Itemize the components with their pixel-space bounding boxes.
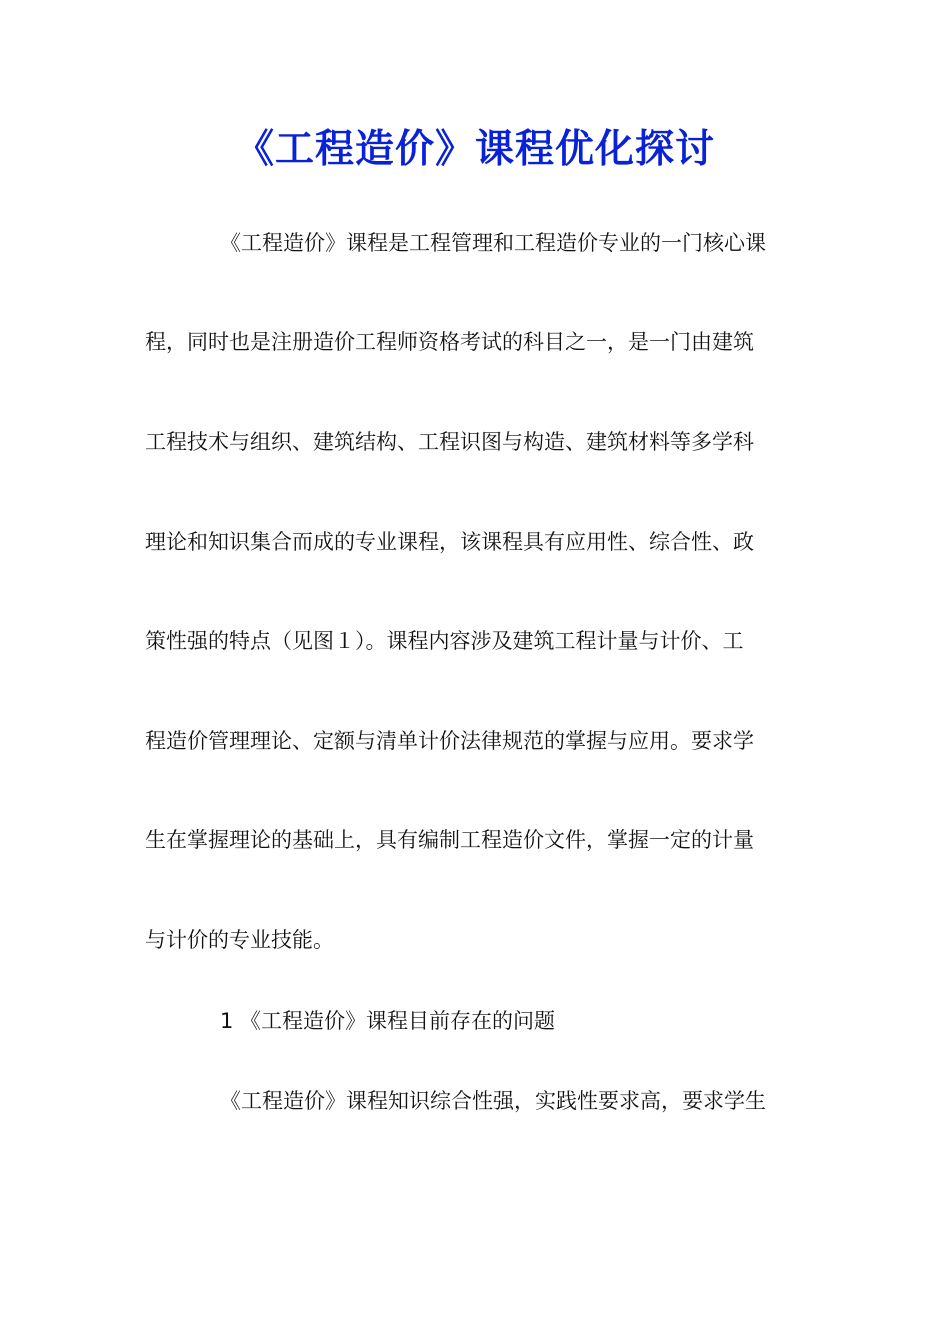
paragraph-line: 程，同时也是注册造价工程师资格考试的科目之一，是一门由建筑 (145, 330, 754, 354)
paragraph-line: 与计价的专业技能。 (145, 928, 334, 952)
document-title: 《工程造价》课程优化探讨 (234, 127, 715, 172)
paragraph-line: 《工程造价》课程是工程管理和工程造价专业的一门核心课 (220, 231, 766, 255)
paragraph-line: 程造价管理理论、定额与清单计价法律规范的掌握与应用。要求学 (145, 729, 754, 753)
paragraph-line: 理论和知识集合而成的专业课程，该课程具有应用性、综合性、政 (145, 530, 754, 554)
paragraph-line: 工程技术与组织、建筑结构、工程识图与构造、建筑材料等多学科 (145, 430, 754, 454)
section-heading: 1 《工程造价》课程目前存在的问题 (220, 1009, 556, 1033)
paragraph-line: 《工程造价》课程知识综合性强，实践性要求高，要求学生 (220, 1089, 766, 1113)
paragraph-line: 策性强的特点（见图１）。课程内容涉及建筑工程计量与计价、工 (145, 629, 744, 653)
paragraph-line: 生在掌握理论的基础上，具有编制工程造价文件，掌握一定的计量 (145, 828, 754, 852)
